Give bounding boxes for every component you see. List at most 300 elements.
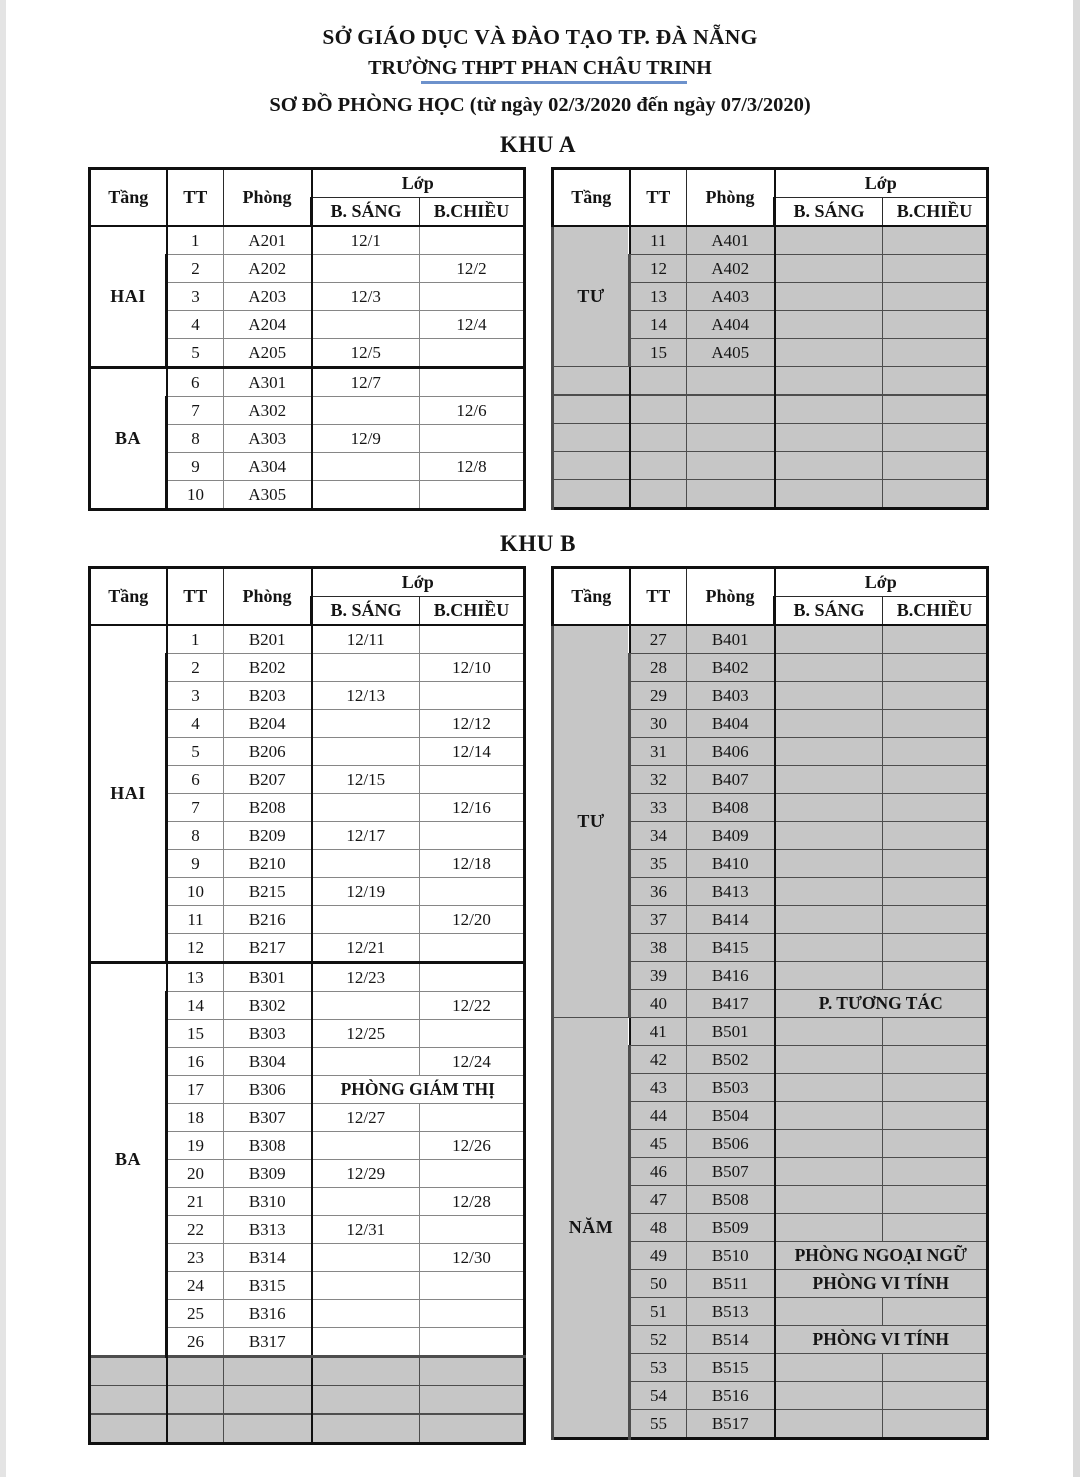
cell-sang xyxy=(312,738,420,766)
cell-phong: B508 xyxy=(687,1186,775,1214)
cell-phong: B310 xyxy=(224,1188,312,1216)
cell-tt: 3 xyxy=(167,283,224,311)
cell-phong: B404 xyxy=(687,710,775,738)
cell-chieu: 12/20 xyxy=(420,906,525,934)
cell-phong: B503 xyxy=(687,1074,775,1102)
cell-chieu xyxy=(420,368,525,397)
cell-phong: B304 xyxy=(224,1048,312,1076)
cell-chieu xyxy=(420,1414,525,1444)
cell-sang xyxy=(775,682,883,710)
cell-tt xyxy=(630,367,687,396)
section-khu-b xyxy=(88,531,988,1445)
col-header-lop: Lớp xyxy=(312,568,525,597)
cell-tt: 1 xyxy=(167,226,224,255)
cell-tt xyxy=(167,1386,224,1415)
cell-tt: 51 xyxy=(630,1298,687,1326)
col-header-tt: TT xyxy=(630,568,687,626)
col-header-tt: TT xyxy=(630,169,687,227)
cell-chieu: 12/18 xyxy=(420,850,525,878)
cell-phong: B515 xyxy=(687,1354,775,1382)
cell-sang xyxy=(312,397,420,425)
floor-label xyxy=(553,424,630,452)
cell-chieu xyxy=(883,1158,988,1186)
cell-sang xyxy=(775,339,883,367)
cell-sang xyxy=(312,1386,420,1415)
cell-chieu xyxy=(883,822,988,850)
cell-chieu xyxy=(883,1074,988,1102)
cell-tt: 9 xyxy=(167,453,224,481)
cell-tt: 43 xyxy=(630,1074,687,1102)
cell-sang xyxy=(775,1046,883,1074)
cell-chieu: 12/30 xyxy=(420,1244,525,1272)
cell-phong: A302 xyxy=(224,397,312,425)
table-row xyxy=(90,226,525,255)
cell-phong: B402 xyxy=(687,654,775,682)
cell-sang: 12/19 xyxy=(312,878,420,906)
cell-tt: 9 xyxy=(167,850,224,878)
cell-phong: B502 xyxy=(687,1046,775,1074)
cell-phong: B403 xyxy=(687,682,775,710)
cell-special-room: PHÒNG VI TÍNH xyxy=(775,1326,988,1354)
cell-sang: 12/25 xyxy=(312,1020,420,1048)
cell-chieu xyxy=(883,766,988,794)
cell-special-room: PHÒNG GIÁM THỊ xyxy=(312,1076,525,1104)
cell-sang xyxy=(312,906,420,934)
cell-chieu: 12/24 xyxy=(420,1048,525,1076)
cell-tt: 32 xyxy=(630,766,687,794)
cell-chieu xyxy=(883,710,988,738)
cell-sang xyxy=(312,794,420,822)
floor-label xyxy=(553,367,630,396)
cell-phong: B517 xyxy=(687,1410,775,1439)
floor-label: HAI xyxy=(90,625,167,963)
cell-chieu xyxy=(883,906,988,934)
cell-sang xyxy=(775,1102,883,1130)
cell-tt: 44 xyxy=(630,1102,687,1130)
cell-sang xyxy=(775,226,883,255)
cell-tt: 31 xyxy=(630,738,687,766)
cell-chieu: 12/2 xyxy=(420,255,525,283)
cell-phong: B217 xyxy=(224,934,312,963)
cell-tt: 37 xyxy=(630,906,687,934)
page-title-school: TRƯỜNG THPT PHAN CHÂU TRINH xyxy=(368,57,712,79)
cell-sang: 12/1 xyxy=(312,226,420,255)
cell-phong: B308 xyxy=(224,1132,312,1160)
cell-sang xyxy=(312,992,420,1020)
cell-chieu xyxy=(883,311,988,339)
cell-sang: 12/29 xyxy=(312,1160,420,1188)
cell-phong: B315 xyxy=(224,1272,312,1300)
cell-tt: 28 xyxy=(630,654,687,682)
cell-chieu xyxy=(420,1328,525,1357)
cell-tt: 33 xyxy=(630,794,687,822)
cell-phong: A303 xyxy=(224,425,312,453)
cell-tt: 36 xyxy=(630,878,687,906)
cell-tt: 25 xyxy=(167,1300,224,1328)
cell-tt xyxy=(167,1414,224,1444)
cell-phong: B201 xyxy=(224,625,312,654)
cell-tt: 6 xyxy=(167,368,224,397)
cell-tt: 30 xyxy=(630,710,687,738)
cell-sang xyxy=(775,1130,883,1158)
cell-phong: B516 xyxy=(687,1382,775,1410)
cell-special-room: PHÒNG VI TÍNH xyxy=(775,1270,988,1298)
cell-phong: A402 xyxy=(687,255,775,283)
cell-tt: 46 xyxy=(630,1158,687,1186)
khu-a-tables xyxy=(88,167,988,511)
cell-phong: B510 xyxy=(687,1242,775,1270)
cell-sang xyxy=(775,452,883,480)
khu-a-left-table xyxy=(88,167,526,511)
cell-chieu xyxy=(420,934,525,963)
cell-sang xyxy=(775,283,883,311)
cell-phong: A204 xyxy=(224,311,312,339)
cell-chieu xyxy=(883,1102,988,1130)
cell-phong: A203 xyxy=(224,283,312,311)
cell-chieu xyxy=(883,226,988,255)
cell-phong: A202 xyxy=(224,255,312,283)
cell-sang xyxy=(775,710,883,738)
cell-chieu xyxy=(883,738,988,766)
cell-tt: 13 xyxy=(630,283,687,311)
cell-chieu xyxy=(420,1272,525,1300)
cell-tt: 3 xyxy=(167,682,224,710)
cell-phong xyxy=(687,452,775,480)
cell-chieu xyxy=(420,878,525,906)
cell-phong xyxy=(224,1414,312,1444)
cell-sang xyxy=(775,1186,883,1214)
cell-tt: 34 xyxy=(630,822,687,850)
cell-phong: B208 xyxy=(224,794,312,822)
cell-tt: 8 xyxy=(167,822,224,850)
cell-chieu xyxy=(420,625,525,654)
cell-sang xyxy=(312,311,420,339)
cell-tt: 22 xyxy=(167,1216,224,1244)
cell-tt: 7 xyxy=(167,794,224,822)
cell-tt: 35 xyxy=(630,850,687,878)
cell-chieu: 12/8 xyxy=(420,453,525,481)
cell-phong: B303 xyxy=(224,1020,312,1048)
cell-phong: B410 xyxy=(687,850,775,878)
col-header-tang: Tầng xyxy=(553,169,630,227)
floor-label xyxy=(90,1357,167,1386)
cell-phong: A205 xyxy=(224,339,312,368)
cell-tt: 13 xyxy=(167,963,224,992)
cell-tt: 27 xyxy=(630,625,687,654)
cell-phong: B302 xyxy=(224,992,312,1020)
cell-phong: B203 xyxy=(224,682,312,710)
cell-tt: 2 xyxy=(167,255,224,283)
page-title-schedule: SƠ ĐỒ PHÒNG HỌC (từ ngày 02/3/2020 đến ngày 07/3/2020) xyxy=(269,94,811,116)
photo-edge-left xyxy=(0,0,6,1477)
cell-phong: B314 xyxy=(224,1244,312,1272)
col-header-phong: Phòng xyxy=(687,169,775,227)
cell-tt: 39 xyxy=(630,962,687,990)
cell-phong: A305 xyxy=(224,481,312,510)
cell-tt xyxy=(630,395,687,424)
cell-phong: B206 xyxy=(224,738,312,766)
cell-tt: 8 xyxy=(167,425,224,453)
col-header-sang: B. SÁNG xyxy=(775,198,883,227)
cell-chieu xyxy=(883,1186,988,1214)
cell-sang xyxy=(775,850,883,878)
cell-sang xyxy=(312,255,420,283)
cell-chieu xyxy=(883,1410,988,1439)
table-row xyxy=(90,625,525,654)
cell-chieu xyxy=(883,1130,988,1158)
cell-sang xyxy=(312,1048,420,1076)
cell-tt: 11 xyxy=(167,906,224,934)
cell-sang xyxy=(775,878,883,906)
cell-tt: 17 xyxy=(167,1076,224,1104)
cell-chieu xyxy=(883,367,988,396)
cell-phong: B416 xyxy=(687,962,775,990)
floor-label: BA xyxy=(90,368,167,510)
table-row xyxy=(553,1018,988,1046)
cell-tt: 38 xyxy=(630,934,687,962)
cell-tt xyxy=(630,452,687,480)
cell-phong: A201 xyxy=(224,226,312,255)
cell-tt: 5 xyxy=(167,738,224,766)
cell-chieu xyxy=(420,682,525,710)
table-header-row xyxy=(90,169,525,198)
cell-phong: B207 xyxy=(224,766,312,794)
cell-phong: B414 xyxy=(687,906,775,934)
cell-sang xyxy=(775,1158,883,1186)
cell-phong: B513 xyxy=(687,1298,775,1326)
cell-sang: 12/11 xyxy=(312,625,420,654)
cell-sang: 12/15 xyxy=(312,766,420,794)
cell-chieu xyxy=(883,1354,988,1382)
cell-chieu xyxy=(883,794,988,822)
cell-sang xyxy=(775,1410,883,1439)
cell-sang xyxy=(312,453,420,481)
cell-special-room: P. TƯƠNG TÁC xyxy=(775,990,988,1018)
cell-phong xyxy=(224,1386,312,1415)
col-header-chieu: B.CHIỀU xyxy=(420,597,525,626)
cell-sang xyxy=(312,710,420,738)
cell-phong: B301 xyxy=(224,963,312,992)
cell-tt: 10 xyxy=(167,878,224,906)
cell-chieu xyxy=(883,480,988,509)
cell-phong: B209 xyxy=(224,822,312,850)
cell-tt: 4 xyxy=(167,311,224,339)
cell-sang xyxy=(312,654,420,682)
cell-tt: 5 xyxy=(167,339,224,368)
cell-sang xyxy=(775,822,883,850)
cell-phong: B413 xyxy=(687,878,775,906)
table-row xyxy=(553,226,988,255)
cell-sang xyxy=(775,1214,883,1242)
cell-sang xyxy=(312,1300,420,1328)
cell-sang xyxy=(775,934,883,962)
col-header-chieu: B.CHIỀU xyxy=(883,198,988,227)
cell-sang xyxy=(775,1298,883,1326)
cell-phong xyxy=(687,395,775,424)
cell-phong: B501 xyxy=(687,1018,775,1046)
cell-chieu: 12/12 xyxy=(420,710,525,738)
col-header-tt: TT xyxy=(167,169,224,227)
cell-tt xyxy=(167,1357,224,1386)
cell-chieu xyxy=(883,850,988,878)
cell-phong: B415 xyxy=(687,934,775,962)
cell-special-room: PHÒNG NGOẠI NGỮ xyxy=(775,1242,988,1270)
col-header-tt: TT xyxy=(167,568,224,626)
cell-sang: 12/27 xyxy=(312,1104,420,1132)
cell-sang xyxy=(312,1357,420,1386)
cell-sang xyxy=(775,794,883,822)
cell-phong: A304 xyxy=(224,453,312,481)
cell-chieu xyxy=(420,1216,525,1244)
table-header-row xyxy=(553,169,988,198)
cell-tt xyxy=(630,424,687,452)
cell-sang xyxy=(775,480,883,509)
cell-chieu: 12/6 xyxy=(420,397,525,425)
cell-tt: 47 xyxy=(630,1186,687,1214)
cell-chieu xyxy=(883,962,988,990)
cell-phong: B216 xyxy=(224,906,312,934)
cell-phong xyxy=(687,367,775,396)
cell-phong: B306 xyxy=(224,1076,312,1104)
cell-sang xyxy=(775,766,883,794)
khu-b-right-table xyxy=(551,566,989,1440)
cell-sang: 12/3 xyxy=(312,283,420,311)
cell-phong: A405 xyxy=(687,339,775,367)
cell-chieu: 12/26 xyxy=(420,1132,525,1160)
cell-tt: 19 xyxy=(167,1132,224,1160)
floor-label: TƯ xyxy=(553,226,630,367)
col-header-tang: Tầng xyxy=(90,568,167,626)
cell-tt xyxy=(630,480,687,509)
cell-tt: 53 xyxy=(630,1354,687,1382)
cell-chieu xyxy=(883,654,988,682)
cell-sang xyxy=(312,850,420,878)
cell-sang: 12/23 xyxy=(312,963,420,992)
cell-chieu xyxy=(883,395,988,424)
cell-chieu xyxy=(883,339,988,367)
cell-phong: B202 xyxy=(224,654,312,682)
floor-label xyxy=(90,1414,167,1444)
cell-sang: 12/13 xyxy=(312,682,420,710)
cell-phong: A301 xyxy=(224,368,312,397)
cell-tt: 21 xyxy=(167,1188,224,1216)
cell-phong: B309 xyxy=(224,1160,312,1188)
cell-chieu: 12/4 xyxy=(420,311,525,339)
cell-chieu xyxy=(420,1357,525,1386)
cell-sang xyxy=(775,255,883,283)
cell-phong: A403 xyxy=(687,283,775,311)
cell-chieu: 12/10 xyxy=(420,654,525,682)
cell-chieu xyxy=(883,424,988,452)
cell-sang xyxy=(775,395,883,424)
cell-phong: B409 xyxy=(687,822,775,850)
table-row xyxy=(90,1357,525,1386)
table-row xyxy=(90,1386,525,1415)
cell-sang: 12/7 xyxy=(312,368,420,397)
cell-sang: 12/31 xyxy=(312,1216,420,1244)
floor-label xyxy=(90,1386,167,1415)
cell-phong: B204 xyxy=(224,710,312,738)
cell-tt: 23 xyxy=(167,1244,224,1272)
cell-phong: B514 xyxy=(687,1326,775,1354)
cell-sang xyxy=(775,738,883,766)
cell-phong: B506 xyxy=(687,1130,775,1158)
table-row xyxy=(90,1414,525,1444)
cell-chieu xyxy=(883,682,988,710)
cell-tt: 6 xyxy=(167,766,224,794)
col-header-sang: B. SÁNG xyxy=(312,597,420,626)
cell-tt: 50 xyxy=(630,1270,687,1298)
cell-phong: B509 xyxy=(687,1214,775,1242)
cell-sang xyxy=(775,1074,883,1102)
cell-phong: B313 xyxy=(224,1216,312,1244)
section-khu-a xyxy=(88,132,988,511)
cell-phong: B408 xyxy=(687,794,775,822)
table-header-row xyxy=(553,568,988,597)
cell-chieu xyxy=(420,1020,525,1048)
col-header-phong: Phòng xyxy=(224,169,312,227)
cell-phong xyxy=(224,1357,312,1386)
cell-sang xyxy=(312,1132,420,1160)
floor-label: BA xyxy=(90,963,167,1357)
cell-sang xyxy=(312,1328,420,1357)
cell-phong: B401 xyxy=(687,625,775,654)
cell-chieu: 12/22 xyxy=(420,992,525,1020)
cell-chieu xyxy=(420,1160,525,1188)
cell-chieu: 12/16 xyxy=(420,794,525,822)
cell-phong xyxy=(687,424,775,452)
cell-sang xyxy=(775,962,883,990)
col-header-lop: Lớp xyxy=(312,169,525,198)
cell-chieu xyxy=(883,1018,988,1046)
cell-tt: 18 xyxy=(167,1104,224,1132)
cell-tt: 10 xyxy=(167,481,224,510)
table-row xyxy=(553,452,988,480)
cell-chieu xyxy=(883,1382,988,1410)
cell-phong: B407 xyxy=(687,766,775,794)
cell-tt: 15 xyxy=(630,339,687,367)
col-header-sang: B. SÁNG xyxy=(775,597,883,626)
underline-decoration xyxy=(421,81,687,84)
cell-chieu xyxy=(883,625,988,654)
khu-a-right-table xyxy=(551,167,989,510)
cell-tt: 7 xyxy=(167,397,224,425)
cell-tt: 15 xyxy=(167,1020,224,1048)
cell-sang xyxy=(312,1244,420,1272)
cell-tt: 14 xyxy=(167,992,224,1020)
cell-sang xyxy=(775,424,883,452)
cell-sang xyxy=(312,1272,420,1300)
cell-tt: 12 xyxy=(167,934,224,963)
floor-label: HAI xyxy=(90,226,167,368)
cell-chieu xyxy=(883,934,988,962)
cell-phong: B307 xyxy=(224,1104,312,1132)
table-row xyxy=(553,424,988,452)
cell-tt: 20 xyxy=(167,1160,224,1188)
cell-chieu xyxy=(420,283,525,311)
floor-label xyxy=(553,480,630,509)
cell-sang xyxy=(775,654,883,682)
col-header-chieu: B.CHIỀU xyxy=(883,597,988,626)
col-header-lop: Lớp xyxy=(775,169,988,198)
khu-b-tables xyxy=(88,566,988,1445)
cell-chieu xyxy=(420,481,525,510)
cell-tt: 40 xyxy=(630,990,687,1018)
cell-chieu xyxy=(883,1298,988,1326)
cell-tt: 49 xyxy=(630,1242,687,1270)
cell-chieu xyxy=(883,1046,988,1074)
cell-sang xyxy=(312,1188,420,1216)
